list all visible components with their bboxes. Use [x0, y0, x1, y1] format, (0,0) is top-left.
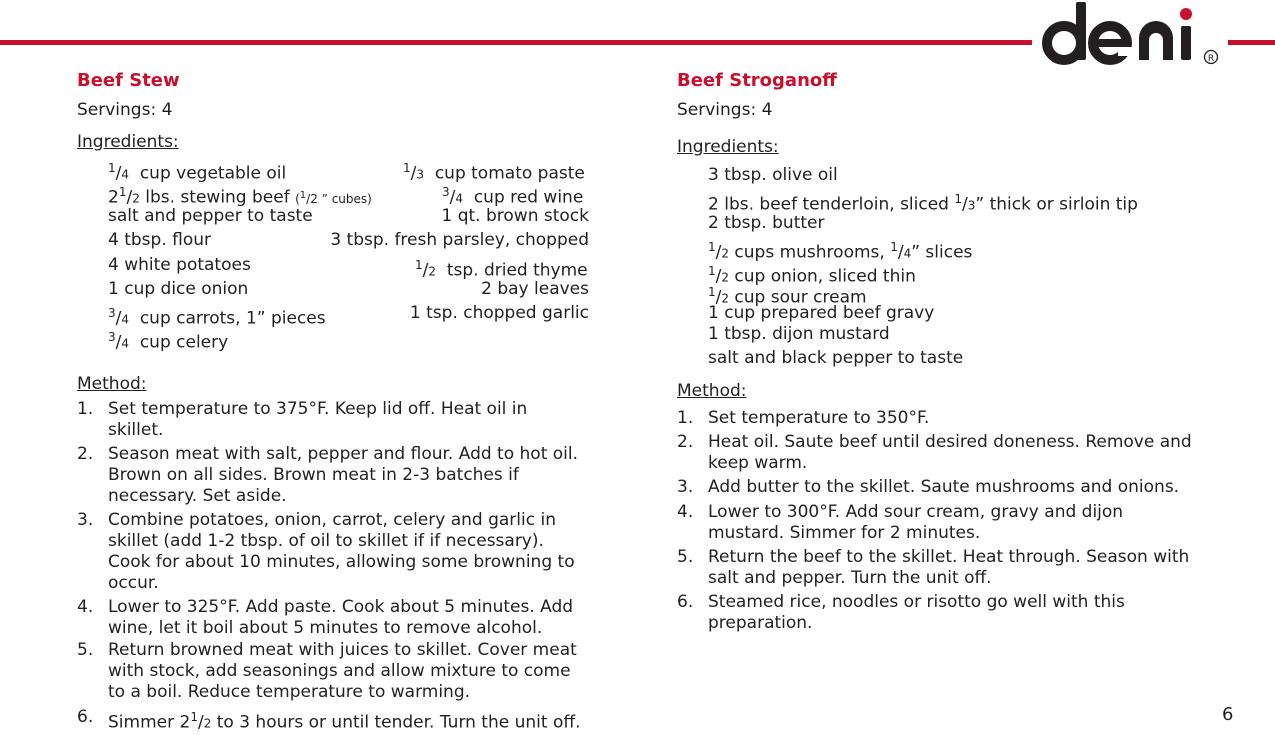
ingredient-item: $^1$/2 tsp. dried thyme: [415, 258, 588, 281]
recipe-title: Beef Stroganoff: [677, 70, 837, 91]
ingredient-item: 3 tbsp. fresh parsley, chopped: [330, 230, 589, 250]
ingredient-item: 2 lbs. beef tenderloin, sliced $^1$/3” thick or sirloin tip: [708, 192, 1138, 215]
ingredient-item: 1 tsp. chopped garlic: [409, 303, 589, 323]
ingredient-item: $^1$/2 cup onion, sliced thin: [708, 264, 916, 287]
ingredient-item: $^1$/4 cup vegetable oil: [108, 161, 287, 184]
ingredient-item: 1 cup dice onion: [108, 279, 249, 299]
page-number: 6: [1222, 704, 1234, 725]
ingredient-item: salt and black pepper to taste: [708, 348, 964, 368]
servings: Servings: 4: [77, 100, 173, 120]
recipe-title: Beef Stew: [77, 70, 180, 91]
ingredient-item: $^1$/2 cups mushrooms, $^1$/4” slices: [708, 240, 973, 263]
method-heading: Method:: [77, 374, 147, 394]
ingredient-item: $^1$/2 cup sour cream: [708, 285, 867, 308]
ingredient-item: $^3$/4 cup carrots, 1” pieces: [108, 306, 326, 329]
ingredient-item: 4 tbsp. flour: [108, 230, 212, 250]
ingredient-item: $2^1/2$ lbs. stewing beef ($^1$/2 ” cubes): [108, 185, 372, 208]
svg-text:R: R: [1207, 54, 1215, 64]
ingredient-item: 1 qt. brown stock: [441, 206, 589, 226]
ingredient-item: 3 tbsp. olive oil: [708, 165, 838, 185]
ingredient-item: $^1$/3 cup tomato paste: [403, 161, 585, 184]
header-rule-right: [1228, 40, 1275, 45]
deni-logo: [1040, 0, 1225, 72]
ingredient-item: 1 cup prepared beef gravy: [708, 303, 935, 323]
ingredient-item: $^3$/4 cup celery: [108, 330, 229, 353]
ingredient-item: 2 tbsp. butter: [708, 213, 825, 233]
ingredients-heading: Ingredients:: [77, 132, 179, 152]
ingredient-item: 4 white potatoes: [108, 255, 251, 275]
header-rule-left: [0, 40, 1032, 45]
ingredients-heading: Ingredients:: [677, 137, 779, 157]
method-heading: Method:: [677, 381, 747, 401]
ingredient-item: salt and pepper to taste: [108, 206, 313, 226]
ingredient-item: 2 bay leaves: [481, 279, 589, 299]
ingredient-item: 1 tbsp. dijon mustard: [708, 324, 890, 344]
ingredient-item: $^3$/4 cup red wine: [442, 185, 584, 208]
servings: Servings: 4: [677, 100, 773, 120]
